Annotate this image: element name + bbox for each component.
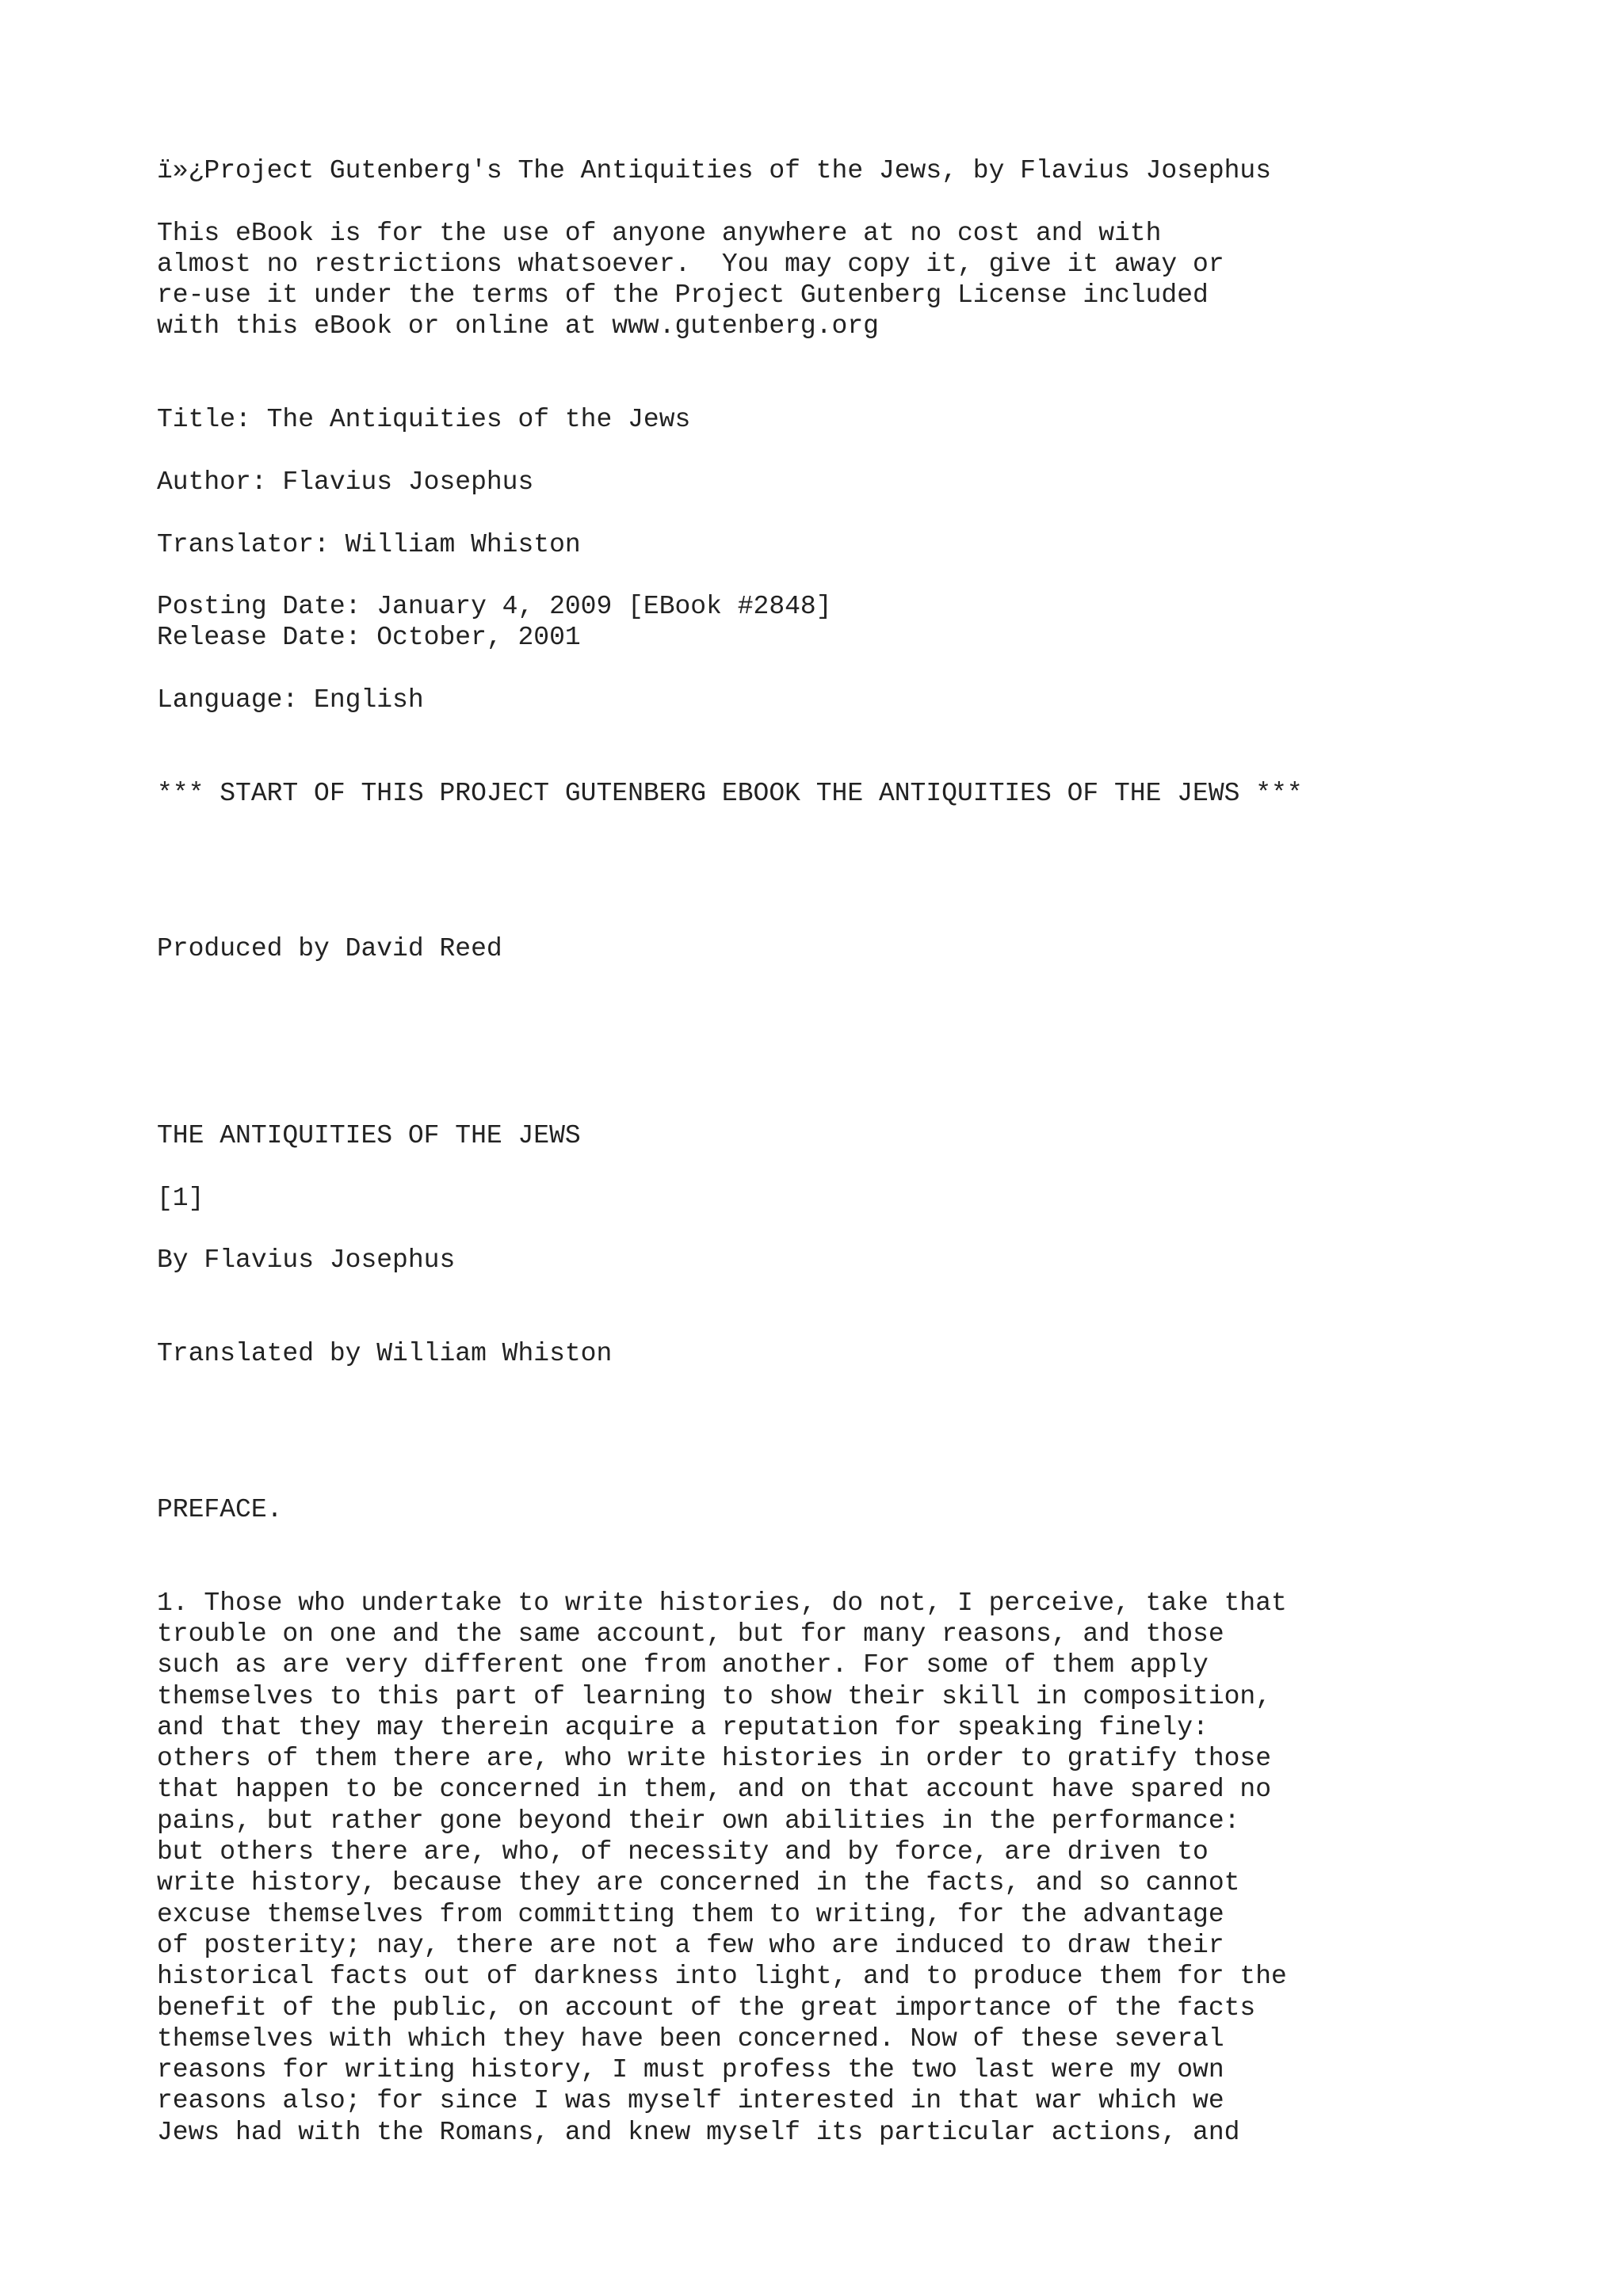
paragraph-line: others of them there are, who write histories in order to gratify those <box>157 1744 1272 1774</box>
paragraph-line: reasons also; for since I was myself interested in that war which we <box>157 2086 1224 2116</box>
produced-by: Produced by David Reed <box>157 934 502 964</box>
byline: By Flavius Josephus <box>157 1245 456 1276</box>
preface-heading: PREFACE. <box>157 1494 283 1524</box>
meta-author: Author: Flavius Josephus <box>157 467 534 497</box>
paragraph-line: themselves with which they have been concerned. Now of these several <box>157 2023 1224 2054</box>
paragraph-line: such as are very different one from another. For some of them apply <box>157 1650 1209 1680</box>
translated-by: Translated by William Whiston <box>157 1339 613 1369</box>
paragraph-line: 1. Those who undertake to write histories, do not, I perceive, take that <box>157 1588 1287 1618</box>
paragraph-line: and that they may therein acquire a reputation for speaking finely: <box>157 1712 1209 1742</box>
start-marker: *** START OF THIS PROJECT GUTENBERG EBOOK THE ANTIQUITIES OF THE JEWS *** <box>157 778 1303 808</box>
paragraph-line: historical facts out of darkness into light, and to produce them for the <box>157 1962 1287 1992</box>
paragraph-line: benefit of the public, on account of the great importance of the facts <box>157 1993 1256 2023</box>
book-title: THE ANTIQUITIES OF THE JEWS <box>157 1121 581 1151</box>
paragraph-line: pains, but rather gone beyond their own abilities in the performance: <box>157 1806 1240 1836</box>
paragraph-line: reasons for writing history, I must profess the two last were my own <box>157 2055 1224 2085</box>
paragraph-line: themselves to this part of learning to show their skill in composition, <box>157 1681 1272 1711</box>
license-notice <box>157 218 1583 342</box>
meta-release-date: Release Date: October, 2001 <box>157 623 581 653</box>
license-notice-line: re-use it under the terms of the Project Gutenberg License included <box>157 280 1209 311</box>
meta-translator: Translator: William Whiston <box>157 529 581 559</box>
header-line: ï»¿Project Gutenberg's The Antiquities of the Jews, by Flavius Josephus <box>157 156 1272 185</box>
license-notice-line: This eBook is for the use of anyone anywhere at no cost and with <box>157 218 1162 248</box>
ebook-text-page <box>157 155 1583 2148</box>
paragraph-line: write history, because they are concerned in the facts, and so cannot <box>157 1868 1240 1898</box>
paragraph-line: but others there are, who, of necessity and by force, are driven to <box>157 1837 1209 1867</box>
meta-language: Language: English <box>157 685 424 715</box>
paragraph-line: that happen to be concerned in them, and on that account have spared no <box>157 1775 1272 1805</box>
paragraph-line: Jews had with the Romans, and knew myself its particular actions, and <box>157 2117 1240 2147</box>
meta-title: Title: The Antiquities of the Jews <box>157 405 691 435</box>
meta-posting-date: Posting Date: January 4, 2009 [EBook #2848] <box>157 592 832 622</box>
paragraph-line: of posterity; nay, there are not a few who are induced to draw their <box>157 1930 1224 1960</box>
paragraph-line: excuse themselves from committing them to writing, for the advantage <box>157 1899 1224 1929</box>
footnote-ref: [1] <box>157 1183 204 1213</box>
paragraph-line: trouble on one and the same account, but for many reasons, and those <box>157 1619 1224 1649</box>
preface-paragraph <box>157 1588 1583 2148</box>
license-notice-line: almost no restrictions whatsoever. You may copy it, give it away or <box>157 249 1224 279</box>
license-notice-line: with this eBook or online at www.gutenberg.org <box>157 311 879 341</box>
